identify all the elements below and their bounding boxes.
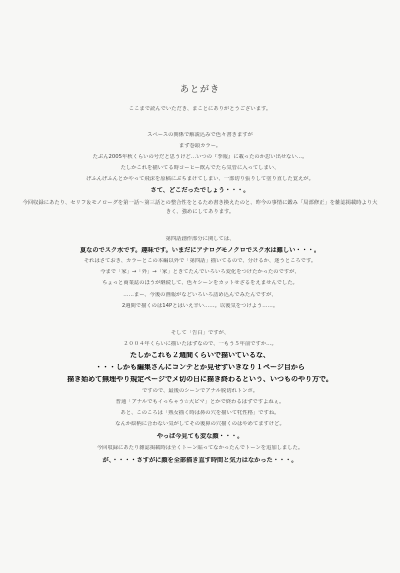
text-line: たぶん2005年秋くらいの号だと思うけど…いつの『季報』に載ったのか思い出せない…。 — [92, 154, 308, 160]
text-line: なんか絵柄に合わない気がしてその後鼻の穴描くのはやめてますけど。 — [115, 421, 285, 427]
text-line: 普通「アナルでもイっちゃう☆大ピマ」とかで終わるはずですよねぇ。 — [115, 399, 285, 405]
text-line: 今回収録にあたり雑誌掲載時は全くトーン貼ってなかったんでトーンを追加しました。 — [96, 445, 304, 451]
text-line: たしかこれも２週間くらいで描いているな、 — [130, 352, 270, 359]
text-line: ……まー、今後の画報がなどいろいろ詰め込んでみたんですが、 — [123, 292, 277, 298]
text-line: さて、どこだったでしょう・・・。 — [150, 187, 250, 194]
text-line: ここまで読んでいただき、まことにありがとうございます。 — [128, 106, 272, 112]
text-line: たしかこれを描いてる時コーヒー飲んでたら気管に入ってしまい、 — [120, 165, 280, 171]
text-line: ２００４年くらいに描いたはずなので、一もう５年前ですか…。 — [123, 341, 277, 347]
text-line: 描き始めて無理やり規定ページでメ切の日に描き終わるという、いつものやり方で。 — [67, 376, 333, 383]
text-line: あと、このころは「熟女描く時は鼻の穴を描いて牝性格」ですね。 — [120, 410, 280, 416]
text-line: スペースの関係で解説込みで色々書きますが — [147, 132, 253, 138]
text-line: げふんげふんとかやって飛沫を原稿にぶちまけてしまい、一部切り張りして塗り直した覚えが。 — [86, 176, 314, 182]
text-line: 2週間で描くのは14Pとはいえ辛い……。以後気をつけよう……。 — [121, 303, 279, 309]
text-line: ちょっと商業誌のほうが継続して、色々シーンをカットせざるをえませんでした。 — [102, 280, 298, 286]
text-line: 第四話創作部分に関しては、 — [165, 236, 235, 242]
text-line: ですので、最後のシーンでアナル脱切れトンボ。 — [141, 388, 259, 394]
text-line: ・・・しかも編集さんにコンテとか見せずいきなり１ページ目から — [95, 364, 305, 371]
text-line: それはさておき、カラーとこの本編以外で「第四話」描いてるので、分けるか、迷うところです。 — [83, 258, 317, 264]
text-line: 今回収録にあたり、セリフ＆モノローグを第一話～第三話との整合性をとるため書き換えたのと、昨今の事情に鑑み「局部修正」を雑誌掲載時より大きく、強めにしてあります。 — [22, 200, 378, 215]
text-line: まず巻頭カラー。 — [178, 143, 222, 149]
text-line: そして「告白」ですが、 — [170, 330, 230, 336]
text-line: が、・・・・さすがに顔を全部描き直す時間と気力はなかった・・・。 — [102, 457, 298, 464]
page-title: あとがき — [179, 85, 220, 95]
text-line: 夏なのでスク水です。趣味です。いまだにアナログモノクロでスク水は難しい・・・。 — [79, 247, 321, 254]
text-line: 今まで「家」→「外」→「家」ときてたんでいろいろ変化をつけたかったのですが、 — [100, 269, 300, 275]
text-line: やっぱ今見ても変な顔・・・。 — [156, 433, 244, 440]
